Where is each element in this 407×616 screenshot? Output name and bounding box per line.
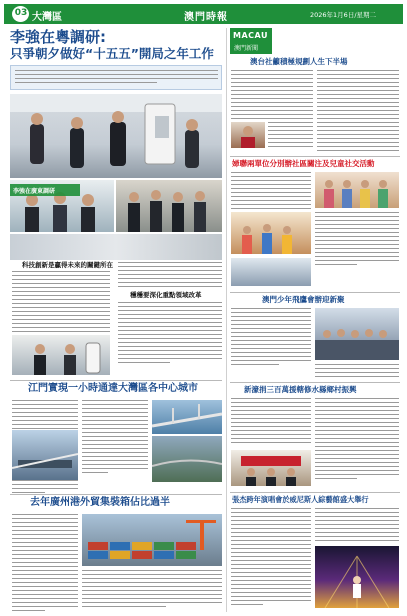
meeting-photo (116, 180, 222, 232)
concert-headline: 張杰跨年演唱會於威尼斯人綜藝館盛大舉行 (232, 495, 369, 504)
trade-body-col2 (82, 570, 222, 610)
factory-photo (10, 234, 222, 260)
stage-graphic (315, 546, 399, 608)
port-photo (12, 430, 78, 480)
trade-body-col1 (12, 514, 78, 614)
paper-name: 澳門時報 (184, 12, 228, 23)
lead-body-col2 (118, 262, 222, 290)
taiwan-body-col1b (268, 122, 313, 150)
lab-scene-graphic (10, 94, 222, 178)
aerial-photo (152, 436, 222, 482)
macau-sidebar-subtitle: 澳門新聞 (234, 45, 259, 52)
robot-graphic (12, 335, 110, 375)
lead-photo-caption: 李強在廣東調研 (13, 188, 56, 195)
youth-body-col2 (315, 364, 399, 380)
taiwan-body-col1 (231, 70, 313, 122)
lead-intro-box (10, 65, 222, 90)
divider-xinhao (230, 382, 400, 383)
youth-photo (315, 308, 399, 360)
children-graphic (231, 212, 311, 254)
taiwan-photo (231, 122, 265, 148)
trade-headline: 去年廣州港外貿集裝箱佔比過半 (30, 497, 170, 508)
ceremony-graphic (231, 450, 311, 486)
page-number: 03 (14, 8, 28, 18)
port-graphic (12, 430, 78, 480)
jiangmen-body-col2 (82, 400, 148, 476)
lead-headline-line1: 李強在粵調研: (10, 28, 106, 46)
women-photo-3 (231, 258, 311, 286)
masthead-bar (4, 4, 403, 24)
macau-sidebar-title: MACAU (233, 31, 268, 40)
lead-body-col2b (118, 302, 222, 366)
divider-women (230, 156, 400, 157)
divider-youth (230, 292, 400, 293)
lead-subhead-1: 科技創新是贏得未來的關鍵所在 (22, 261, 113, 269)
youth-headline: 澳門少年飛鷹會辦迎新聚 (262, 295, 345, 304)
concert-photo (315, 546, 399, 608)
bridge-photo (152, 400, 222, 434)
container-graphic (82, 514, 222, 566)
concert-body-col2 (315, 508, 399, 544)
container-port-photo (82, 514, 222, 566)
xinhao-body-col2 (315, 398, 399, 482)
women-headline: 婦聯兩單位分別辦社區關注及兒童社交活動 (232, 159, 375, 168)
women-body-col2 (315, 212, 399, 268)
divider-jiangmen (10, 380, 222, 381)
concert-body-col1 (231, 508, 311, 608)
lead-headline-line2: 只爭朝夕做好“十五五”開局之年工作 (10, 46, 214, 61)
lead-subhead-2: 穩穩要深化重點領域改革 (130, 291, 202, 299)
speaker-graphic (231, 122, 265, 148)
youth-body-col1 (231, 308, 311, 368)
divider-trade (10, 494, 222, 495)
date-line: 2026年1月6日/星期二 (310, 11, 377, 19)
bridge-graphic (152, 400, 222, 434)
meeting-graphic (116, 180, 222, 232)
jiangmen-headline: 江門實現一小時通達大灣區各中心城市 (28, 383, 198, 394)
youth-group-graphic (315, 308, 399, 360)
women-body-col1 (231, 172, 311, 212)
xinhao-body-col1 (231, 398, 311, 446)
divider-concert (230, 492, 400, 493)
aerial-graphic (152, 436, 222, 482)
robot-photo (12, 335, 110, 375)
column-divider (226, 28, 227, 612)
lead-intro-text (15, 70, 218, 86)
section-name: 大灣區 (32, 12, 62, 23)
taiwan-headline: 澳台社籲積極規劃人生下半場 (250, 57, 348, 66)
women-photo-1 (315, 172, 399, 208)
women-photo-2 (231, 212, 311, 254)
women-group-graphic (315, 172, 399, 208)
xinhao-headline: 新濠捐三百萬援轄修水縣鄉村振興 (244, 385, 357, 394)
lead-main-photo (10, 94, 222, 178)
xinhao-photo (231, 450, 311, 486)
taiwan-body-col2 (317, 70, 399, 154)
